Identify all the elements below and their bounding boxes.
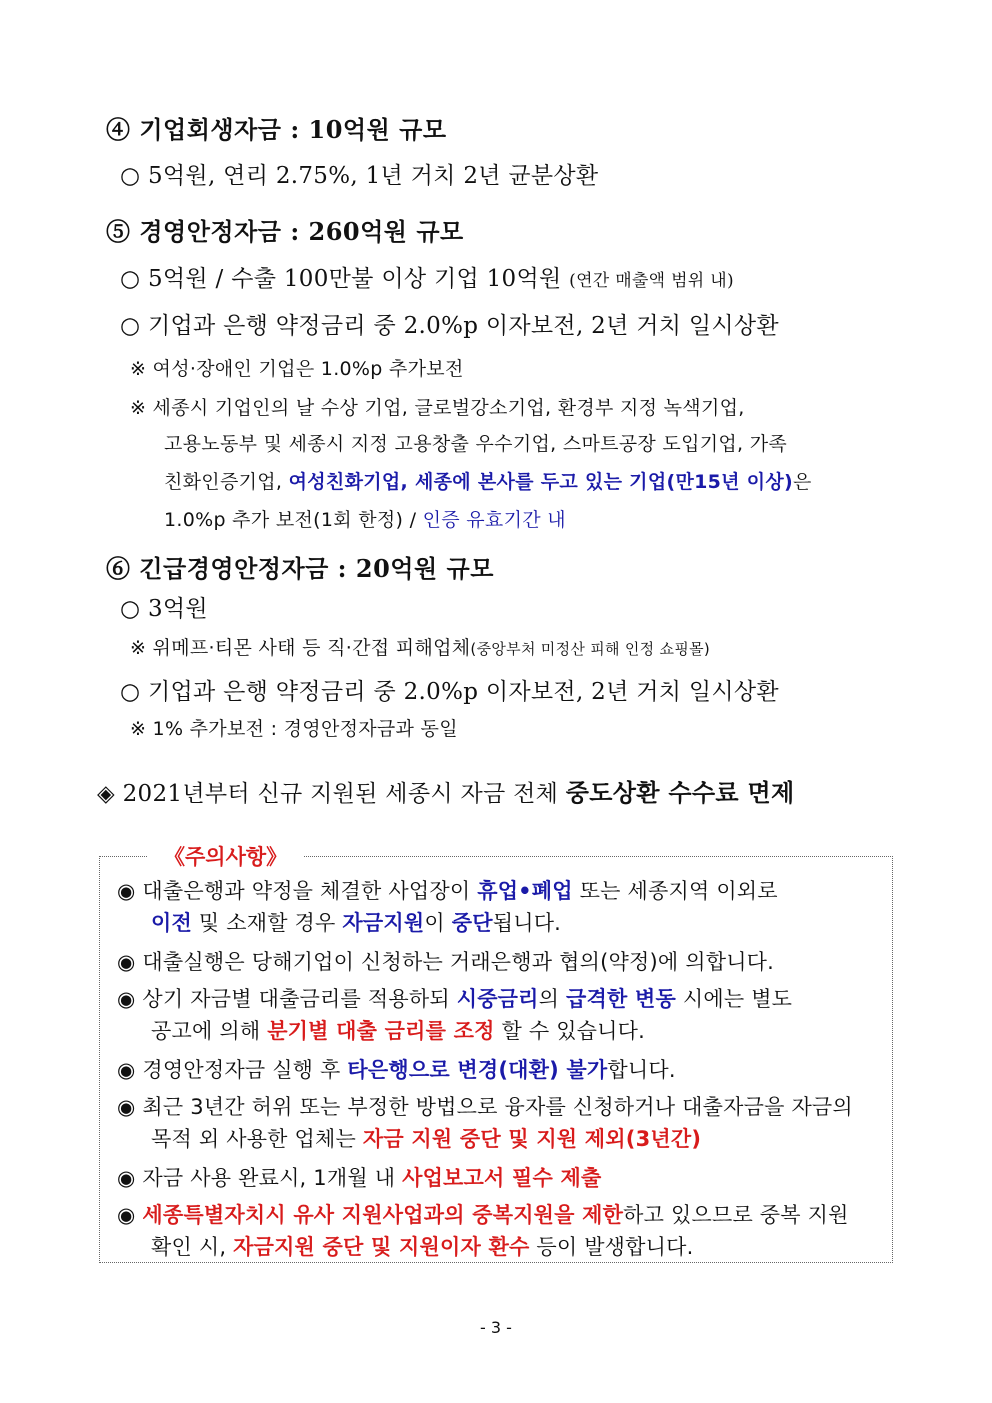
notice-item7-c: 하고 있으므로 중복 지원 (623, 1203, 849, 1227)
notice-item3-a: ◉ 상기 자금별 대출금리를 적용하되 (117, 987, 457, 1011)
notice-item4-c: 합니다. (607, 1058, 676, 1082)
notice-item1-a: ◉ 대출은행과 약정을 체결한 사업장이 (117, 879, 478, 903)
section4-heading: ④ 기업회생자금 : 10억원 규모 (106, 115, 447, 144)
note2-line4-b: 인증 유효기간 내 (422, 509, 566, 531)
notice-item7-line2 (151, 1235, 694, 1260)
notice-item3-line2 (151, 1019, 645, 1044)
section6-note1-paren: (중앙부처 미정산 피해 인정 쇼핑몰) (470, 640, 711, 658)
section4-bullet1: ○ 5억원, 연리 2.75%, 1년 거치 2년 균분상환 (120, 163, 599, 189)
section6-bullet2: ○ 기업과 은행 약정금리 중 2.0%p 이자보전, 2년 거치 일시상환 (120, 679, 779, 705)
section6-note1 (130, 637, 710, 660)
note2-line3-c: 은 (793, 471, 812, 493)
notice-item1-line1 (117, 879, 778, 904)
notice-item1-line2 (151, 911, 561, 936)
notice-item6-a: ◉ 자금 사용 완료시, 1개월 내 (117, 1166, 403, 1190)
notice-title: 《주의사항》 (148, 841, 303, 871)
section5-bullet2: ○ 기업과 은행 약정금리 중 2.0%p 이자보전, 2년 거치 일시상환 (120, 313, 779, 339)
notice-item4-a: ◉ 경영안정자금 실행 후 (117, 1058, 348, 1082)
notice-item5-b: 목적 외 사용한 업체는 (151, 1127, 363, 1151)
section6-bullet1: ○ 3억원 (120, 596, 208, 622)
note2-line3-a: 친화인증기업, (164, 471, 289, 493)
notice-item1-b: 휴업•폐업 (477, 879, 573, 903)
notice-item1-i: 됩니다. (492, 911, 562, 935)
fee-waiver-line (97, 779, 794, 809)
notice-item5-line1: ◉ 최근 3년간 허위 또는 부정한 방법으로 융자를 신청하거나 대출자금을 자금의 (117, 1095, 853, 1119)
section5-bullet1-paren: (연간 매출액 범위 내) (569, 271, 734, 291)
notice-item3-f: 공고에 의해 (151, 1019, 268, 1043)
notice-item1-f: 자금지원 (342, 911, 425, 935)
notice-item1-e: 및 소재할 경우 (191, 911, 343, 935)
section6-note1-main: ※ 위메프·티몬 사태 등 직·간접 피해업체 (130, 637, 471, 659)
fee-waiver-text: ◈ 2021년부터 신규 지원된 세종시 자금 전체 (97, 781, 566, 807)
notice-item3-line1 (117, 987, 792, 1012)
notice-item3-g: 분기별 대출 금리를 조정 (267, 1019, 495, 1043)
notice-item7-f: 등이 발생합니다. (529, 1235, 694, 1259)
notice-item1-c: 또는 세종지역 이외로 (572, 879, 778, 903)
notice-item3-b: 시중금리 (456, 987, 539, 1011)
notice-item7-e: 자금지원 중단 및 지원이자 환수 (233, 1235, 530, 1259)
section5-note2-line2: 고용노동부 및 세종시 지정 고용창출 우수기업, 스마트공장 도입기업, 가족 (164, 433, 788, 455)
notice-item3-h: 할 수 있습니다. (494, 1019, 646, 1043)
notice-item4-b: 타은행으로 변경(대환) 불가 (347, 1058, 608, 1082)
notice-item7-b: 세종특별자치시 유사 지원사업과의 중복지원을 제한 (142, 1203, 624, 1227)
notice-item6 (117, 1166, 601, 1191)
section6-heading: ⑥ 긴급경영안정자금 : 20억원 규모 (106, 554, 494, 583)
section6-note2: ※ 1% 추가보전 : 경영안정자금과 동일 (130, 718, 458, 740)
fee-waiver-emphasis: 중도상환 수수료 면제 (565, 778, 795, 807)
notice-item1-g: 이 (424, 911, 452, 935)
section5-note1: ※ 여성·장애인 기업은 1.0%p 추가보전 (130, 358, 464, 380)
note2-line3-b: 여성친화기업, 세종에 본사를 두고 있는 기업(만15년 이상) (288, 471, 794, 493)
notice-item1-d: 이전 (151, 911, 192, 935)
notice-item7-line1 (117, 1203, 849, 1228)
page-number: - 3 - (480, 1318, 512, 1337)
note2-line4-a: 1.0%p 추가 보전(1회 한정) / (164, 509, 423, 531)
section5-note2-line4 (164, 509, 566, 532)
notice-item5-c: 자금 지원 중단 및 지원 제외(3년간) (362, 1127, 702, 1151)
notice-item7-d: 확인 시, (151, 1235, 234, 1259)
section5-note2-line1: ※ 세종시 기업인의 날 수상 기업, 글로벌강소기업, 환경부 지정 녹색기업, (130, 397, 745, 419)
section5-note2-line3 (164, 471, 812, 494)
section5-heading: ⑤ 경영안정자금 : 260억원 규모 (106, 217, 464, 246)
notice-item4 (117, 1058, 676, 1083)
notice-item5-line2 (151, 1127, 701, 1152)
notice-item6-b: 사업보고서 필수 제출 (402, 1166, 602, 1190)
notice-item7-a: ◉ (117, 1203, 143, 1227)
notice-item3-d: 급격한 변동 (566, 987, 676, 1011)
notice-item3-c: 의 (538, 987, 567, 1011)
section5-bullet1 (120, 266, 734, 294)
notice-item1-h: 중단 (451, 911, 493, 935)
notice-item2: ◉ 대출실행은 당해기업이 신청하는 거래은행과 협의(약정)에 의합니다. (117, 950, 775, 974)
section5-bullet1-main: ○ 5억원 / 수출 100만불 이상 기업 10억원 (120, 266, 562, 292)
notice-item3-e: 시에는 별도 (675, 987, 793, 1011)
